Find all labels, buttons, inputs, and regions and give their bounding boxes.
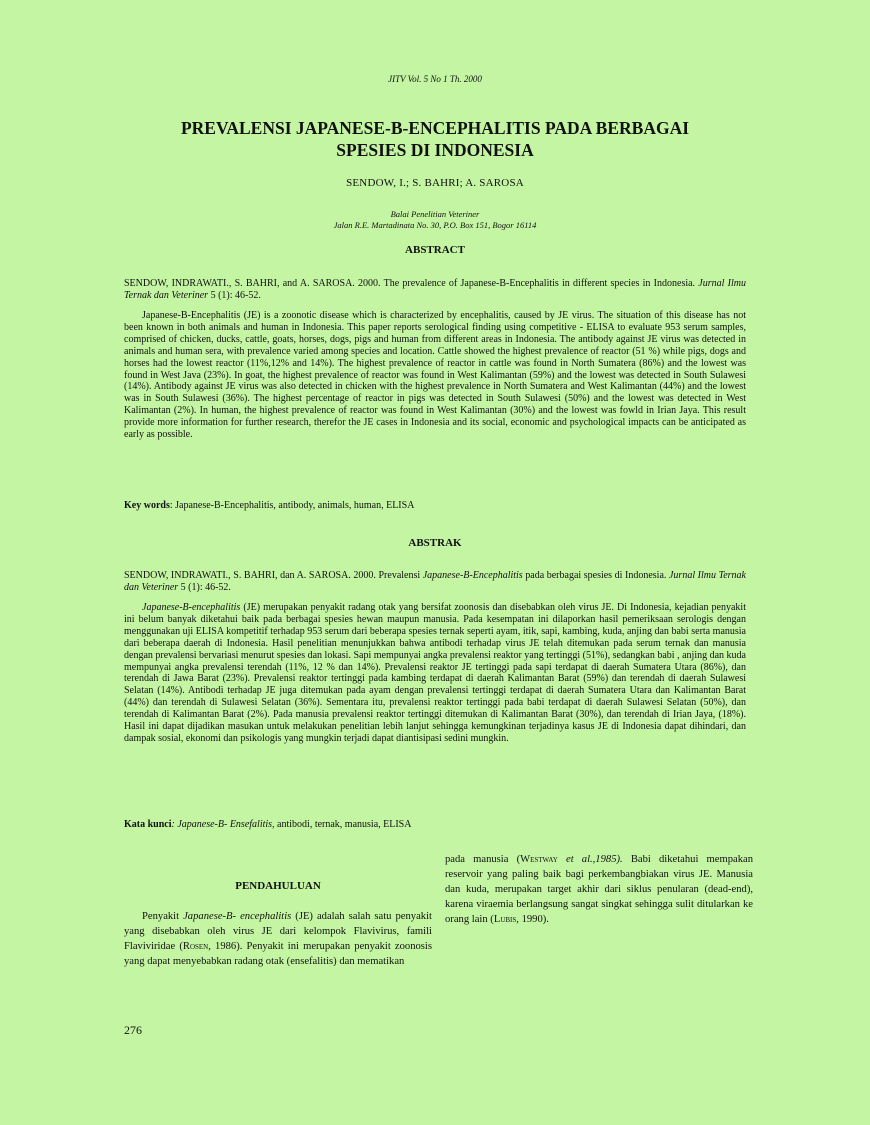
p2-text-a: pada manusia ( (445, 854, 521, 865)
journal-name: Jurnal Ilmu Ternak dan Veteriner (124, 570, 746, 593)
affiliation-line-1: Balai Penelitian Veteriner (390, 209, 480, 219)
p1-text-c: , 1986). Penyakit ini merupakan penyakit zoonosis yang dapat menyebabkan radang otak (ensefalitis) dan mematikan (124, 940, 432, 967)
abstract-heading: ABSTRACT (405, 244, 465, 256)
p2-text-c: , 1990). (516, 913, 549, 925)
p1-reference: Rosen (182, 940, 209, 952)
p2-etal: et al.,1985). (557, 854, 623, 865)
abstrak-heading: ABSTRAK (408, 537, 462, 549)
paper-title (120, 117, 750, 161)
keywords-text: antibodi, ternak, manusia, ELISA (274, 819, 412, 830)
citation-text: SENDOW, INDRAWATI., S. BAHRI, dan A. SAROSA. 2000. Prevalensi (124, 570, 423, 581)
keywords-italic: : Japanese-B- Ensefalitis, (171, 819, 275, 830)
abstrak-italic-term: Japanese-B-encephalitis (142, 602, 241, 613)
citation-volume: 5 (1): 46-52. (208, 289, 261, 301)
abstract-citation (124, 278, 746, 302)
abstract-body (124, 310, 746, 441)
p2-text-b: Babi diketahui mempakan reservoir yang paling baik bagi perkembangbiakan virus JE. Manusia dan kuda, merupakan target akhir dari siklus penularan (dead-end), karena viraemia berlangsung sangat singkat sehingga sulit ditularkan ke orang lain ( (445, 854, 753, 925)
running-head: JITV Vol. 5 No 1 Th. 2000 (388, 74, 482, 84)
citation-text-2: pada berbagai spesies di Indonesia. (522, 570, 669, 581)
p1-italic: Japanese-B- encephalitis (183, 911, 292, 922)
authors: SENDOW, I.; S. BAHRI; A. SAROSA (346, 177, 524, 189)
keywords-text: : Japanese-B-Encephalitis, antibody, animals, human, ELISA (169, 500, 415, 511)
title-line-2: SPESIES DI INDONESIA (336, 140, 534, 160)
p2-reference-2: Lubis (493, 913, 517, 925)
keywords-label: Kata kunci (124, 819, 172, 830)
journal-name: Jurnal Ilmu Ternak dan Veteriner (124, 278, 746, 301)
abstrak-text: (JE) merupakan penyakit radang otak yang bersifat zoonosis dan disebabkan oleh virus JE. Di Indonesia, kejadian penyakit ini belum banyak diketahui baik pada berbagai spesies hewan maupun manusia. Pada kesempatan ini dilaporkan hasil pemeriksaan serologis dengan menggunakan uji ELISA kompetitif terhadap 953 serum dari beberapa spesies ternak seperti ayam, itik, sapi, kambing, kuda, anjing dan babi serta manusia dari beberapa daerah di Indonesia. Hasil penelitian menunjukkan bahwa antibodi terhadap virus JE telah ditemukan pada serum ternak dan manusia dengan prevalensi bervariasi menurut spesies dan lokasi. Sapi mempunyai angka prevalensi reaktor yang tertinggi (51%), sedangkan babi , anjing dan kuda mempunyai angka prevalensi terendah (11%, 12 % dan 14%). Prevalensi reaktor JE tertinggi pada sapi terdapat di daerah Sumatera Utara (86%), dan terendah di Jawa Barat (23%). Prevalensi reaktor tertinggi pada kambing terdapat di daerah Kalimantan Barat (59%) dan terendah di daerah Sulawesi Selatan (14%). Antibodi terhadap JE juga ditemukan pada ayam dengan prevalensi tertinggi terdapat di daerah Sumatera Utara dan Kalimantan Barat (44%) dan terendah di Sulawesi Selatan (36%). Sementara itu, prevalensi reaktor tertinggi pada babi terdapat di daerah Sulawesi Selatan (50%), dan terendah di Kalimantan Barat (2%). Pada manusia prevalensi reaktor tertinggi ditemukan di Kalimantan Barat (30%), dan terendah di Irian Jaya, (18%). Hasil ini dapat dijadikan masukan untuk melakukan penelitian lebih lanjut sehingga kemungkinan terjadinya kasus JE di Indonesia dapat dihindari, dan dampak sosial, ekonomi dan psikologis yang mungkin terjadi dapat diantisipasi sedini mungkin. (124, 602, 746, 744)
intro-paragraph-1 (124, 910, 432, 970)
p1-text-b: (JE) adalah salah satu penyakit yang disebabkan oleh virus JE dari kelompok Flavivirus, famili Flaviviridae ( (124, 911, 432, 952)
keywords-label: Key words (124, 500, 170, 511)
affiliation-line-2: Jalan R.E. Martadinata No. 30, P.O. Box 151, Bogor 16114 (333, 220, 537, 230)
abstrak-body (124, 602, 746, 745)
left-column (124, 910, 432, 970)
abstrak-keywords (124, 819, 746, 831)
section-heading-pendahuluan: PENDAHULUAN (235, 880, 321, 892)
abstrak-paragraph (124, 602, 746, 745)
right-column (445, 853, 753, 928)
abstract-paragraph: Japanese-B-Encephalitis (JE) is a zoonotic disease which is characterized by encephalitis, caused by JE virus. The situation of this disease has not been known in both animals and human in Indonesia. This paper reports serological finding using competitive - ELISA to evaluate 953 serum samples, comprised of chicken, ducks, cattle, goats, horses, dogs, pigs and human from different areas in Indonesia. The antibody against JE virus was detected in animals and human sera, with prevalence varied among species and location. Cattle showed the highest prevalence of reactor (51 %) while pigs, dogs and horses had the lowest reactor (11%,12% and 14%). The highest prevalence of reactor in cattle was found in North Sumatera (86%) and the lowest was found in West Java (23%). In goat, the highest prevalence of reactor was found in West Kalimantan (59%) and the lowest was detected in South Sulawesi (14%). Antibody against JE virus was also detected in chicken with the highest prevalence in North Sumatera and West Kalimantan (44%) and the lowest was in South Sulawesi (36%). The highest percentage of reactor in pigs was detected in South Sulawesi (50%) and the lowest was detected in West Kalimantan (2%). In human, the highest prevalence of reactor was found in West Kalimantan (30%) and the lowest was fowld in Irian Jaya. This result provide more information for further research, therefor the JE cases in Indonesia and its social, economic and psychological impacts can be anticipated as early as possible. (124, 310, 746, 441)
citation-text: SENDOW, INDRAWATI., S. BAHRI, and A. SAROSA. 2000. The prevalence of Japanese-B-Encephalitis in different species in Indonesia. (124, 278, 699, 289)
intro-paragraph-2 (445, 853, 753, 928)
abstrak-citation (124, 570, 746, 594)
citation-italic-title: Japanese-B-Encephalitis (422, 570, 523, 581)
p2-reference: Westway (520, 854, 558, 865)
title-line-1: PREVALENSI JAPANESE-B-ENCEPHALITIS PADA BERBAGAI (180, 118, 690, 138)
affiliation (0, 209, 870, 231)
page-number: 276 (124, 1023, 142, 1037)
citation-volume: 5 (1): 46-52. (178, 581, 231, 593)
abstract-keywords (124, 500, 746, 512)
p1-text-a: Penyakit (142, 911, 184, 922)
